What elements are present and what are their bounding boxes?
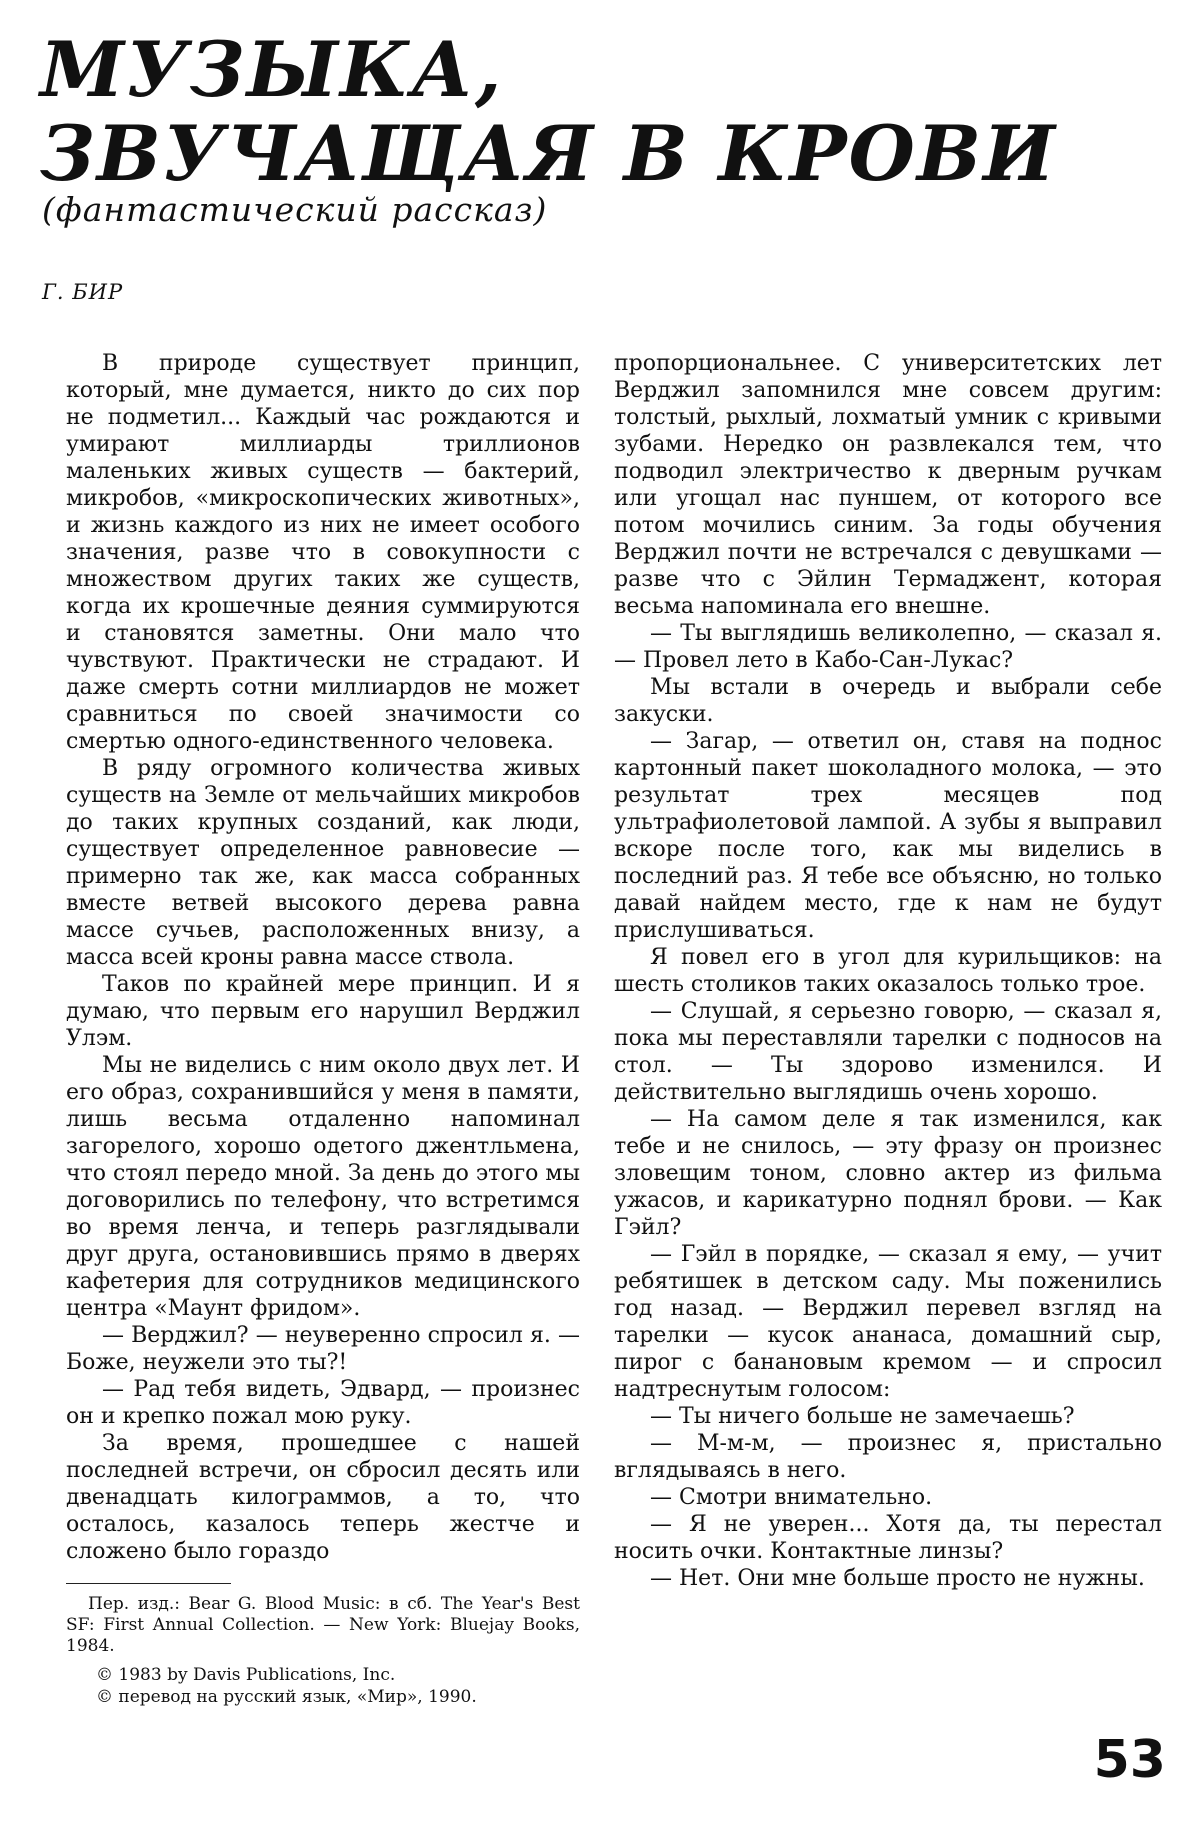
- paragraph: — Ты выглядишь великолепно, — сказал я. — Провел лето в Кабо-Сан-Лукас?: [614, 621, 1162, 673]
- paragraph: — Я не уверен... Хотя да, ты перестал носить очки. Контактные линзы?: [614, 1512, 1162, 1564]
- paragraph: Мы встали в очередь и выбрали себе закуски.: [614, 675, 1162, 727]
- paragraph: В природе существует принцип, который, мне думается, никто до сих пор не подметил... Каждый час рождаются и умирают миллиарды триллионов маленьких живых существ — бактерий, микробов, «микроскопических животных», и жизнь каждого из них не имеет особого значения, разве что в совокупности с множеством других таких же существ, когда их крошечные деяния суммируются и становятся заметны. Они мало что чувствуют. Практически не страдают. И даже смерть сотни миллиардов не может сравниться по своей значимости со смертью одного-единственного человека.: [66, 351, 580, 754]
- left-column: [66, 350, 580, 1565]
- footnote-source: Пер. изд.: Bear G. Blood Music: в сб. The Year's Best SF: First Annual Collection. — New York: Bluejay Books, 1984.: [66, 1594, 580, 1656]
- paragraph: — На самом деле я так изменился, как тебе и не снилось, — эту фразу он произнес зловещим тоном, словно актер из фильма ужасов, и карикатурно поднял брови. — Как Гэйл?: [614, 1107, 1162, 1240]
- paragraph: Таков по крайней мере принцип. И я думаю, что первым его нарушил Верджил Улэм.: [66, 972, 580, 1051]
- paragraph: В ряду огромного количества живых существ на Земле от мельчайших микробов до таких крупных созданий, как люди, существует определенное равновесие — примерно так же, как масса собранных вместе ветвей высокого дерева равна массе сучьев, расположенных внизу, а масса всей кроны равна массе ствола.: [66, 756, 580, 970]
- paragraph: — Ты ничего больше не замечаешь?: [650, 1404, 1075, 1429]
- title-line-2: ЗВУЧАЩАЯ В КРОВИ: [40, 109, 1057, 198]
- article-author: Г. БИР: [42, 280, 124, 304]
- paragraph: — Смотри внимательно.: [650, 1485, 933, 1510]
- paragraph: — Рад тебя видеть, Эдвард, — произнес он и крепко пожал мою руку.: [66, 1377, 580, 1429]
- paragraph: За время, прошедшее с нашей последней встречи, он сбросил десять или двенадцать килограммов, а то, что осталось, казалось теперь жестче и сложено было гораздо: [66, 1431, 580, 1564]
- copyright-translation: © перевод на русский язык, «Мир», 1990.: [96, 1687, 477, 1707]
- right-column: [614, 350, 1162, 1592]
- copyright-original: © 1983 by Davis Publications, Inc.: [96, 1665, 396, 1685]
- page-number: 53: [1093, 1730, 1166, 1790]
- paragraph: — Нет. Они мне больше просто не нужны.: [650, 1566, 1145, 1591]
- paragraph: — Слушай, я серьезно говорю, — сказал я, пока мы переставляли тарелки с подносов на стол. — Ты здорово изменился. И действительно выглядишь очень хорошо.: [614, 999, 1162, 1105]
- footnote: [66, 1594, 580, 1657]
- paragraph: — Загар, — ответил он, ставя на поднос картонный пакет шоколадного молока, — это результат трех месяцев под ультрафиолетовой лампой. А зубы я выправил вскоре после того, как мы виделись в последний раз. Я тебе все объясню, но только давай найдем место, где к нам не будут прислушиваться.: [614, 729, 1162, 943]
- paragraph: Мы не виделись с ним около двух лет. И его образ, сохранившийся у меня в памяти, лишь весьма отдаленно напоминал загорелого, хорошо одетого джентльмена, что стоял передо мной. За день до этого мы договорились по телефону, что встретимся во время ленча, и теперь разглядывали друг друга, остановившись прямо в дверях кафетерия для сотрудников медицинского центра «Маунт фридом».: [66, 1053, 580, 1321]
- paragraph: пропорциональнее. С университетских лет Верджил запомнился мне совсем другим: толстый, рыхлый, лохматый умник с кривыми зубами. Нередко он развлекался тем, что подводил электричество к дверным ручкам или угощал нас пуншем, от которого все потом мочились синим. За годы обучения Верджил почти не встречался с девушками — разве что с Эйлин Термаджент, которая весьма напоминала его внешне.: [614, 351, 1162, 619]
- copyright-block: [66, 1664, 580, 1708]
- footnote-divider: [66, 1583, 231, 1584]
- title-line-1: МУЗЫКА,: [40, 25, 504, 114]
- article-subtitle: (фантастический рассказ): [42, 190, 548, 229]
- article-title: [40, 25, 1057, 198]
- paragraph: — Гэйл в порядке, — сказал я ему, — учит ребятишек в детском саду. Мы поженились год назад. — Верджил перевел взгляд на тарелки — кусок ананаса, домашний сыр, пирог с банановым кремом — и спросил надтреснутым голосом:: [614, 1242, 1162, 1402]
- paragraph: Я повел его в угол для курильщиков: на шесть столиков таких оказалось только трое.: [614, 945, 1162, 997]
- paragraph: — М-м-м, — произнес я, пристально вглядываясь в него.: [614, 1431, 1162, 1483]
- paragraph: — Верджил? — неуверенно спросил я. — Боже, неужели это ты?!: [66, 1323, 580, 1375]
